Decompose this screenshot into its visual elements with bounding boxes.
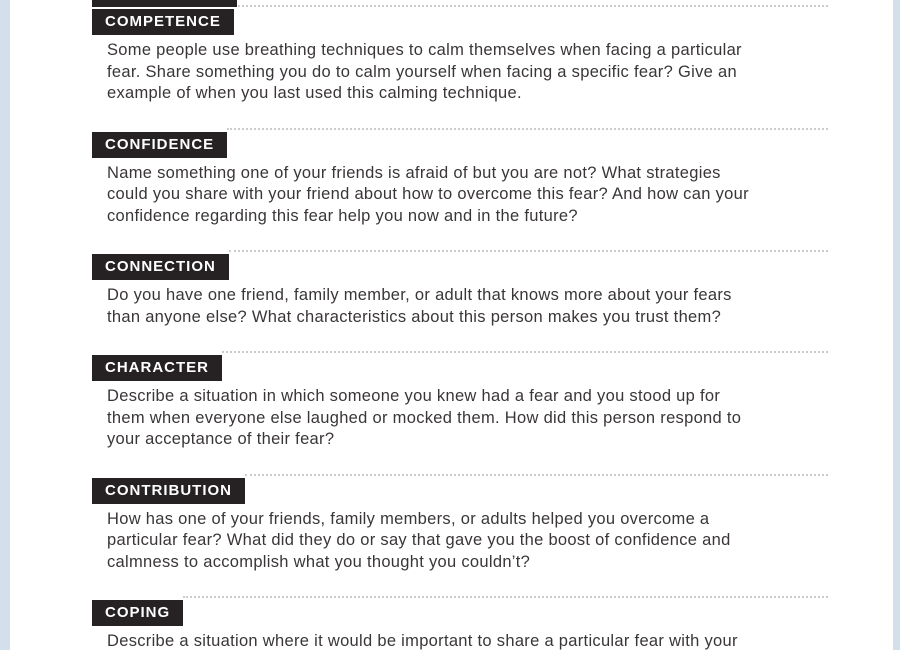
section-text-line: Do you have one friend, family member, or adult that knows more about your fears [107, 286, 732, 304]
section-header [92, 596, 828, 626]
section-text-line: could you share with your friend about how to overcome this fear? And how can your [107, 185, 749, 203]
dotted-separator [245, 474, 828, 476]
worksheet-section [92, 128, 828, 228]
section-text-line: them when everyone else laughed or mocked them. How did this person respond to [107, 408, 742, 427]
section-label: CHARACTER [92, 355, 222, 381]
sections [92, 5, 828, 653]
section-text-line: example of when you last used this calming technique. [107, 84, 522, 102]
section-text [107, 386, 828, 451]
section-text [107, 40, 828, 105]
section-text-line: Name something one of your friends is afraid of but you are not? What strategies [107, 163, 721, 182]
section-text [107, 163, 828, 228]
dotted-separator [234, 5, 828, 7]
section-label: COPING [92, 600, 183, 626]
section-header [92, 128, 828, 158]
section-text [107, 509, 828, 574]
worksheet-content [92, 0, 828, 650]
section-text-line: fear. Share something you do to calm yourself when facing a specific fear? Give an [107, 62, 737, 81]
dotted-separator [229, 250, 828, 252]
worksheet-section [92, 351, 828, 451]
page-edge-right [893, 0, 900, 650]
section-header [92, 474, 828, 504]
section-label: CONFIDENCE [92, 132, 227, 158]
worksheet-section [92, 5, 828, 105]
section-text-line: Describe a situation where it would be important to share a particular fear with your [107, 632, 738, 650]
cropped-badge-remnant [92, 0, 237, 7]
worksheet-section [92, 250, 828, 328]
dotted-separator [222, 351, 828, 353]
section-text [107, 631, 828, 653]
section-text-line: your acceptance of their fear? [107, 430, 335, 448]
dotted-separator [227, 128, 828, 130]
section-text-line: particular fear? What did they do or say that gave you the boost of confidence and [107, 531, 731, 549]
section-text-line: Describe a situation in which someone you knew had a fear and you stood up for [107, 387, 721, 405]
section-header [92, 5, 828, 35]
section-text-line: than anyone else? What characteristics about this person makes you trust them? [107, 307, 722, 326]
worksheet-section [92, 596, 828, 653]
section-header [92, 351, 828, 381]
section-text [107, 285, 828, 328]
section-text-line: confidence regarding this fear help you now and in the future? [107, 206, 578, 225]
section-label: CONTRIBUTION [92, 478, 245, 504]
section-text-line: calmness to accomplish what you thought you couldn’t? [107, 552, 531, 571]
section-label: CONNECTION [92, 254, 229, 280]
dotted-separator [183, 596, 828, 598]
page-edge-left [0, 0, 10, 650]
worksheet-section [92, 474, 828, 574]
section-text-line: How has one of your friends, family members, or adults helped you overcome a [107, 509, 710, 528]
section-header [92, 250, 828, 280]
section-label: COMPETENCE [92, 9, 234, 35]
section-text-line: Some people use breathing techniques to calm themselves when facing a particular [107, 41, 742, 59]
